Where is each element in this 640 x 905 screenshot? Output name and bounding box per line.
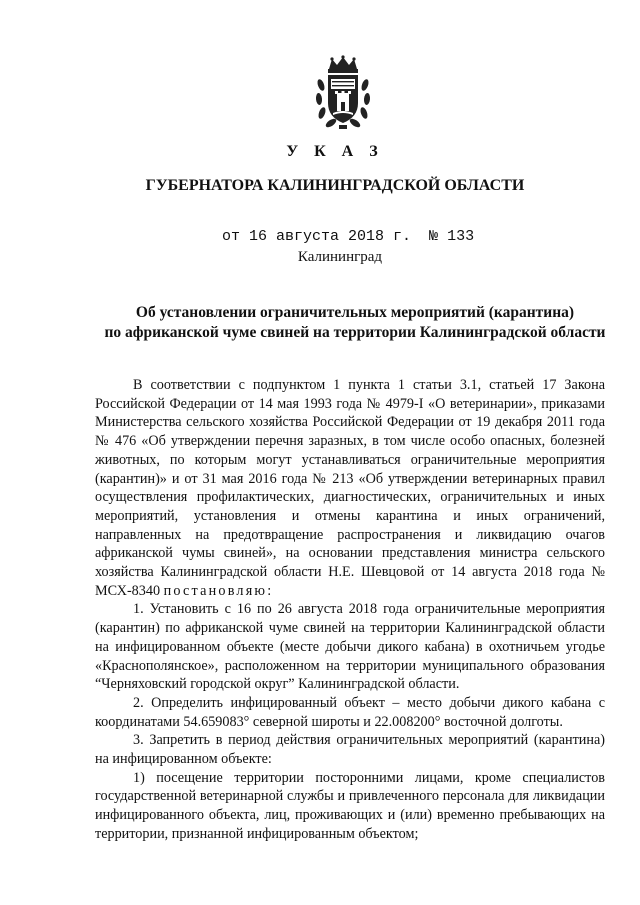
heading-line: Об установлении ограничительных мероприятий (карантина) <box>135 304 575 321</box>
date-prefix: от <box>222 228 250 245</box>
document-number: 133 <box>447 228 475 245</box>
crown-icon <box>328 55 358 73</box>
number-prefix: № <box>429 228 448 245</box>
city-name: Калининград <box>297 249 383 265</box>
coat-of-arms-emblem <box>313 55 373 131</box>
document-heading <box>90 303 620 343</box>
item-2-paragraph: 2. Определить инфицированный объект – место добычи дикого кабана с координатами 54.659083° северной широты и 22.008200° восточной долготы. <box>95 694 605 730</box>
preamble-paragraph <box>95 376 605 600</box>
shield-icon <box>328 75 358 123</box>
decree-word: постановляю: <box>163 582 274 599</box>
issuer-title: ГУБЕРНАТОРА КАЛИНИНГРАДСКОЙ ОБЛАСТИ <box>145 177 525 194</box>
preamble-text: В соответствии с подпунктом 1 пункта 1 статьи 3.1, статьей 17 Закона Российской Федерации от 14 мая 1993 года № 4979-I «О ветеринарии», приказами Министерства сельского хозяйства Российской Федерации от 19 декабря 2011 года № 476 «Об утверждении перечня заразных, в том числе особо опасных, болезней животных, по которым могут устанавливаться ограничительные мероприятия (карантин)» и от 31 мая 2016 года № 213 «Об утверждении ветеринарных правил осуществления профилактических, диагностических, ограничительных и иных мероприятий, установления и отмены карантина и иных ограничений, направленных на предотвращение распространения и ликвидацию очагов африканской чумы свиней», на основании представления министра сельского хозяйства Калининградской области Н.Е. Шевцовой от 14 августа 2018 года № МСХ-8340 <box>95 377 605 599</box>
date-number-line <box>222 228 474 245</box>
heading-line: по африканской чуме свиней на территории Калининградской области <box>104 324 606 341</box>
item-3-1-paragraph: 1) посещение территории посторонними лицами, кроме специалистов государственной ветеринарной службы и привлеченного персонала для ликвидации инфицированного объекта, лиц, проживающих и (или) временно пребывающих на территории, признанной инфицированным объектом; <box>95 769 605 842</box>
item-3-paragraph: 3. Запретить в период действия ограничительных мероприятий (карантина) на инфицированном объекте: <box>95 732 605 768</box>
document-body <box>95 376 605 844</box>
document-type-title: У К А З <box>286 143 384 160</box>
item-1-paragraph: 1. Установить с 16 по 26 августа 2018 года ограничительные мероприятия (карантин) по африканской чуме свиней на территории Калининградской области на инфицированном объекте (месте добычи дикого кабана) в охотничьем угодье «Краснополянское», расположенном на территории муниципального образования “Черняховский городской округ” Калининградской области. <box>95 601 605 693</box>
document-date: 16 августа 2018 г. <box>249 228 412 245</box>
